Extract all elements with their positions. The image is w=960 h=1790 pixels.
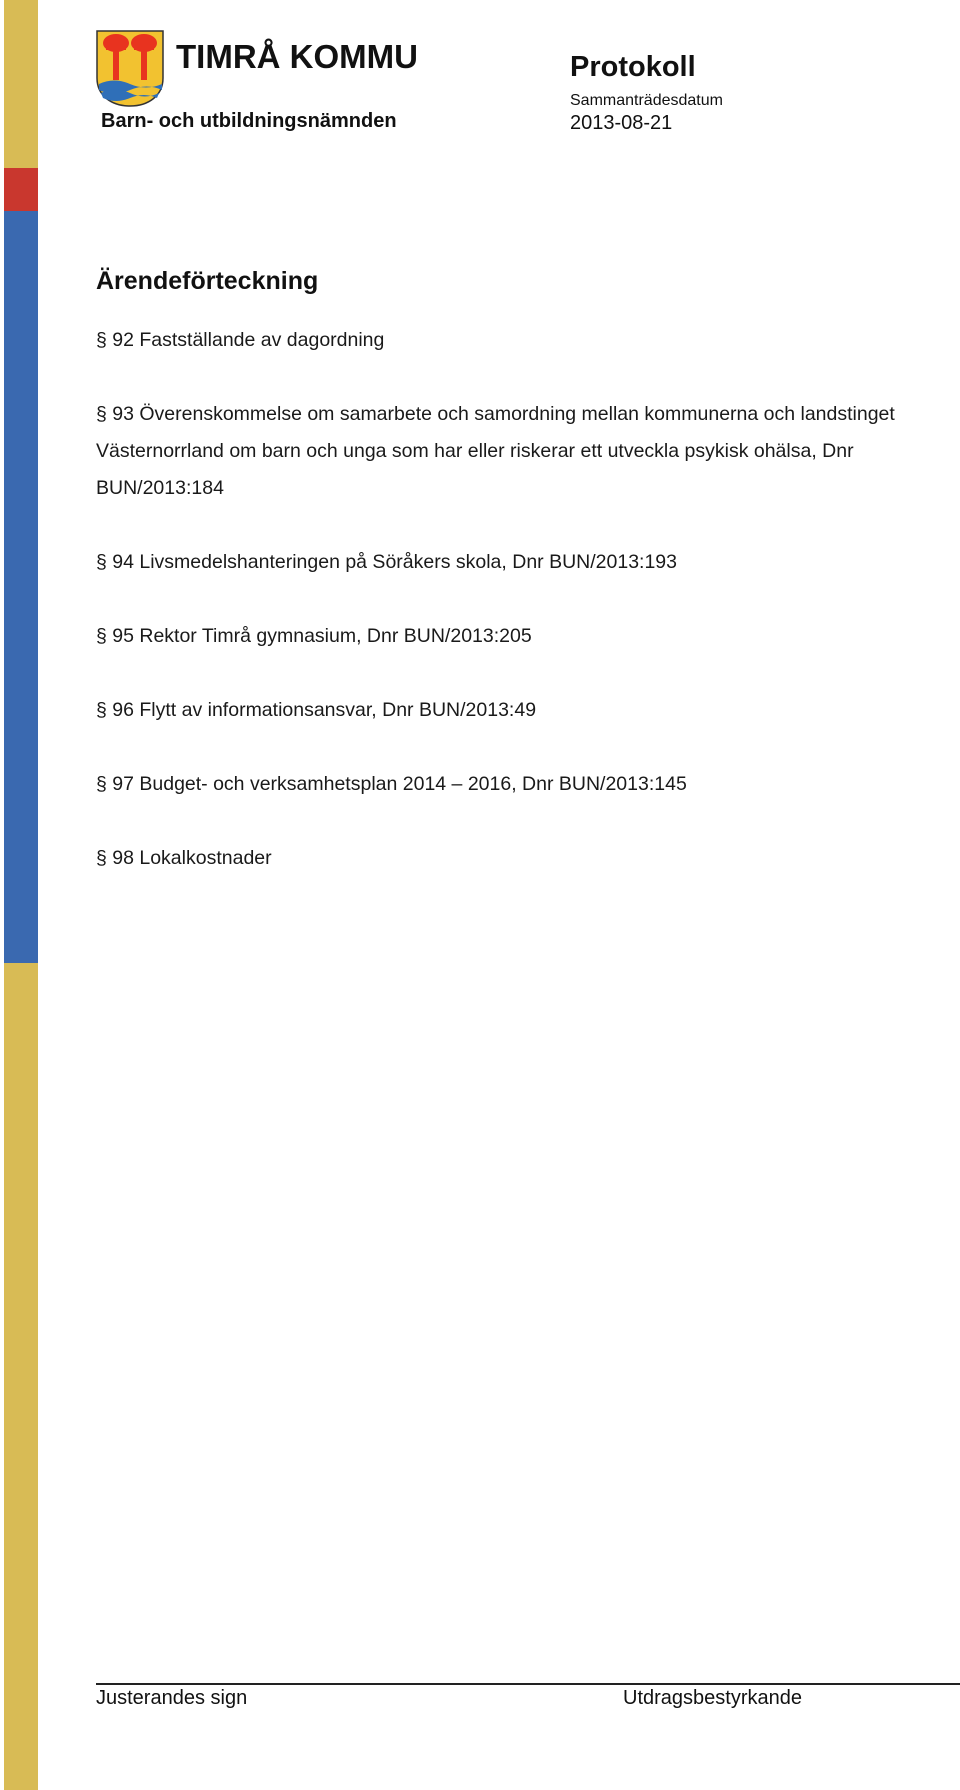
- page-title: Ärendeförteckning: [96, 267, 319, 295]
- agenda-item: § 92 Fastställande av dagordning: [96, 329, 385, 351]
- logo-wordmark: TIMRÅ KOMMUN: [176, 38, 416, 75]
- agenda-item: § 93 Överenskommelse om samarbete och samordning mellan kommunerna och landstinget Västernorrland om barn och unga som har eller riskerar ett utveckla psykisk ohälsa, Dnr BUN/2013:184: [96, 403, 895, 499]
- extract-certification-label: Utdragsbestyrkande: [623, 1687, 802, 1709]
- side-bar-yellow-bottom: [4, 963, 38, 1790]
- agenda-item: § 96 Flytt av informationsansvar, Dnr BUN/2013:49: [96, 699, 537, 721]
- meeting-date: 2013-08-21: [570, 112, 673, 134]
- organization-name: Barn- och utbildningsnämnden: [101, 110, 397, 132]
- document-type: Protokoll: [570, 51, 696, 83]
- agenda-list: [96, 322, 936, 877]
- municipality-logo: [96, 30, 416, 110]
- agenda-item: § 94 Livsmedelshanteringen på Söråkers skola, Dnr BUN/2013:193: [96, 551, 678, 573]
- side-bar-red: [4, 168, 38, 211]
- agenda-item: § 97 Budget- och verksamhetsplan 2014 – 2016, Dnr BUN/2013:145: [96, 773, 687, 795]
- side-bar-blue: [4, 211, 38, 963]
- side-bar-yellow-top: [4, 0, 38, 168]
- coat-of-arms-icon: [96, 30, 416, 110]
- agenda-item: § 95 Rektor Timrå gymnasium, Dnr BUN/2013:205: [96, 625, 532, 647]
- signature-label: Justerandes sign: [96, 1687, 248, 1709]
- meeting-date-label: Sammanträdesdatum: [570, 92, 723, 109]
- footer-divider: [96, 1683, 960, 1685]
- agenda-item: § 98 Lokalkostnader: [96, 847, 272, 869]
